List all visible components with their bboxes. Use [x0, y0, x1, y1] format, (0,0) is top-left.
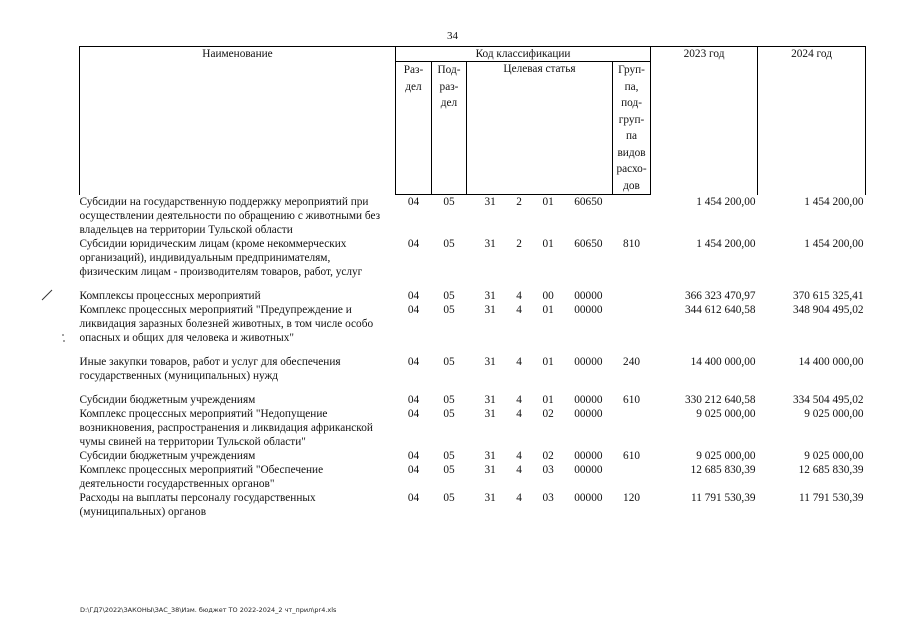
row-target-article	[467, 289, 613, 303]
target-part-t4: 00000	[574, 491, 603, 504]
row-amount-2023: 11 791 530,39	[691, 491, 756, 504]
row-razdel: 04	[407, 463, 420, 476]
margin-pencil-mark	[40, 286, 60, 306]
row-name: Субсидии на государственную поддержку мероприятий при осуществлении деятельности по обращению с животными без владельцев на территории Тульской области	[79, 195, 381, 236]
row-amount-2023: 1 454 200,00	[696, 237, 756, 250]
target-part-t1: 31	[484, 237, 496, 250]
row-name: Комплекс процессных мероприятий "Недопущение возникновения, распространения и ликвидация африканской чумы свиней на территории Тульской области"	[79, 407, 373, 448]
row-target-article	[467, 237, 613, 279]
target-part-t2: 2	[516, 196, 522, 208]
target-part-t3: 01	[542, 237, 554, 250]
row-podrazdel: 05	[443, 237, 455, 250]
header-classification: Код классификации	[396, 47, 651, 62]
row-name: Расходы на выплаты персоналу государственных (муниципальных) органов	[79, 491, 316, 518]
header-name: Наименование	[80, 47, 396, 195]
row-amount-2024: 14 400 000,00	[798, 355, 864, 368]
target-part-t3: 03	[542, 463, 554, 476]
target-part-t2: 2	[516, 237, 522, 250]
target-part-t2: 4	[516, 393, 522, 406]
target-part-t2: 4	[516, 355, 522, 368]
row-razdel: 04	[407, 196, 420, 208]
row-amount-2024: 348 904 495,02	[792, 303, 864, 316]
target-part-t1: 31	[484, 463, 496, 476]
target-part-t3: 01	[542, 393, 554, 406]
target-part-t3: 02	[542, 407, 554, 420]
row-amount-2023: 330 212 640,58	[684, 393, 756, 406]
row-expense-type	[613, 407, 651, 449]
row-amount-2023: 14 400 000,00	[690, 355, 756, 368]
row-amount-2023: 9 025 000,00	[696, 407, 756, 420]
row-target-article	[467, 491, 613, 519]
target-part-t4: 00000	[574, 289, 603, 302]
row-amount-2024: 12 685 830,39	[798, 463, 864, 476]
target-part-t2: 4	[516, 407, 522, 420]
row-expense-type	[613, 195, 651, 237]
row-name: Субсидии бюджетным учреждениям	[79, 449, 256, 462]
row-target-article	[467, 195, 613, 237]
target-part-t4: 00000	[574, 393, 603, 406]
row-spacer-cell	[80, 345, 866, 355]
target-part-t1: 31	[484, 449, 496, 462]
row-amount-2023: 9 025 000,00	[696, 449, 756, 462]
target-part-t4: 60650	[574, 237, 603, 250]
row-podrazdel: 05	[443, 393, 455, 406]
table-row	[80, 449, 866, 463]
target-part-t2: 4	[516, 303, 522, 316]
row-amount-2024: 1 454 200,00	[804, 237, 864, 250]
footer-file-path: D:\ГД7\2022\ЗАКОНЫ\ЗАС_38\Изм. бюджет ТО 2022-2024_2 чт_прил\pr4.xls	[80, 606, 337, 614]
row-spacer-cell	[80, 279, 866, 289]
row-amount-2024: 11 791 530,39	[799, 491, 864, 504]
header-year-2024: 2024 год	[758, 47, 866, 195]
row-spacer	[80, 345, 866, 355]
target-part-t1: 31	[484, 491, 496, 504]
row-amount-2023: 344 612 640,58	[684, 303, 756, 316]
row-expense-type	[613, 289, 651, 303]
target-part-t3: 03	[542, 491, 554, 504]
target-part-t4: 00000	[574, 463, 603, 476]
header-year-2023: 2023 год	[651, 47, 758, 195]
row-podrazdel: 05	[443, 289, 455, 302]
row-podrazdel: 05	[443, 491, 455, 504]
target-part-t3: 01	[542, 196, 554, 208]
row-amount-2024: 334 504 495,02	[792, 393, 864, 406]
target-part-t1: 31	[484, 407, 496, 420]
row-target-article	[467, 407, 613, 449]
table-row	[80, 463, 866, 491]
row-name: Комплекс процессных мероприятий "Предупреждение и ликвидация заразных болезней животных, в том числе особо опасных и общих для человека и животных"	[79, 303, 374, 344]
row-target-article	[467, 355, 613, 383]
row-razdel: 04	[407, 355, 420, 368]
page-number: 34	[447, 30, 458, 42]
table-row	[80, 237, 866, 279]
row-razdel: 04	[407, 407, 420, 420]
target-part-t3: 01	[542, 355, 554, 368]
row-razdel: 04	[407, 393, 420, 406]
target-part-t2: 4	[516, 463, 522, 476]
table-row	[80, 407, 866, 449]
row-target-article	[467, 303, 613, 345]
target-part-t3: 02	[542, 449, 554, 462]
target-part-t4: 00000	[574, 303, 603, 316]
row-spacer	[80, 383, 866, 393]
target-part-t2: 4	[516, 289, 522, 302]
target-part-t1: 31	[484, 303, 496, 316]
target-part-t4: 00000	[574, 449, 603, 462]
target-part-t2: 4	[516, 491, 522, 504]
header-target-article: Целевая статья	[467, 62, 613, 195]
target-part-t1: 31	[484, 289, 496, 302]
row-amount-2023: 12 685 830,39	[690, 463, 756, 476]
row-podrazdel: 05	[443, 355, 455, 368]
target-part-t1: 31	[484, 355, 496, 368]
row-razdel: 04	[407, 303, 420, 316]
row-podrazdel: 05	[443, 407, 455, 420]
row-name: Комплексы процессных мероприятий	[79, 289, 261, 302]
row-expense-type: 240	[623, 355, 640, 368]
row-expense-type: 120	[623, 491, 640, 504]
row-name: Комплекс процессных мероприятий "Обеспечение деятельности государственных органов"	[79, 463, 324, 490]
target-part-t4: 00000	[574, 355, 603, 368]
row-amount-2023: 1 454 200,00	[696, 195, 756, 208]
row-podrazdel: 05	[443, 196, 455, 208]
row-name: Субсидии юридическим лицам (кроме некоммерческих организаций), индивидуальным предпринимателям, физическим лицам - производителям товаров, работ, услуг	[79, 237, 363, 278]
target-part-t3: 00	[542, 289, 554, 302]
row-expense-type	[613, 303, 651, 345]
row-spacer	[80, 279, 866, 289]
row-razdel: 04	[407, 237, 420, 250]
header-expense-type: Груп- па, под- груп- па видов расхо- дов	[613, 62, 651, 195]
row-razdel: 04	[407, 289, 420, 302]
target-part-t1: 31	[484, 196, 496, 208]
row-razdel: 04	[407, 491, 420, 504]
row-target-article	[467, 463, 613, 491]
target-part-t4: 00000	[574, 407, 603, 420]
header-podrazdel: Под- раз- дел	[432, 62, 467, 195]
row-amount-2024: 1 454 200,00	[804, 195, 864, 208]
budget-table	[79, 46, 866, 519]
row-podrazdel: 05	[443, 449, 455, 462]
row-expense-type: 810	[623, 237, 640, 250]
row-target-article	[467, 393, 613, 407]
table-row	[80, 303, 866, 345]
row-name: Субсидии бюджетным учреждениям	[79, 393, 256, 406]
target-part-t2: 4	[516, 449, 522, 462]
row-podrazdel: 05	[443, 303, 455, 316]
row-name: Иные закупки товаров, работ и услуг для обеспечения государственных (муниципальных) нужд	[79, 355, 341, 382]
target-part-t3: 01	[542, 303, 554, 316]
table-row	[80, 355, 866, 383]
row-target-article	[467, 449, 613, 463]
margin-dot-mark	[60, 332, 68, 344]
row-expense-type: 610	[623, 449, 640, 462]
table-row	[80, 195, 866, 237]
row-podrazdel: 05	[443, 463, 455, 476]
row-amount-2024: 370 615 325,41	[792, 289, 864, 302]
row-expense-type: 610	[623, 393, 640, 406]
target-part-t4: 60650	[574, 196, 603, 208]
table-row	[80, 491, 866, 519]
row-expense-type	[613, 463, 651, 491]
row-amount-2024: 9 025 000,00	[804, 449, 864, 462]
target-part-t1: 31	[484, 393, 496, 406]
row-amount-2023: 366 323 470,97	[684, 289, 756, 302]
row-razdel: 04	[407, 449, 420, 462]
table-row	[80, 289, 866, 303]
row-amount-2024: 9 025 000,00	[804, 407, 864, 420]
row-spacer-cell	[80, 383, 866, 393]
header-razdel: Раз- дел	[396, 62, 432, 195]
table-row	[80, 393, 866, 407]
